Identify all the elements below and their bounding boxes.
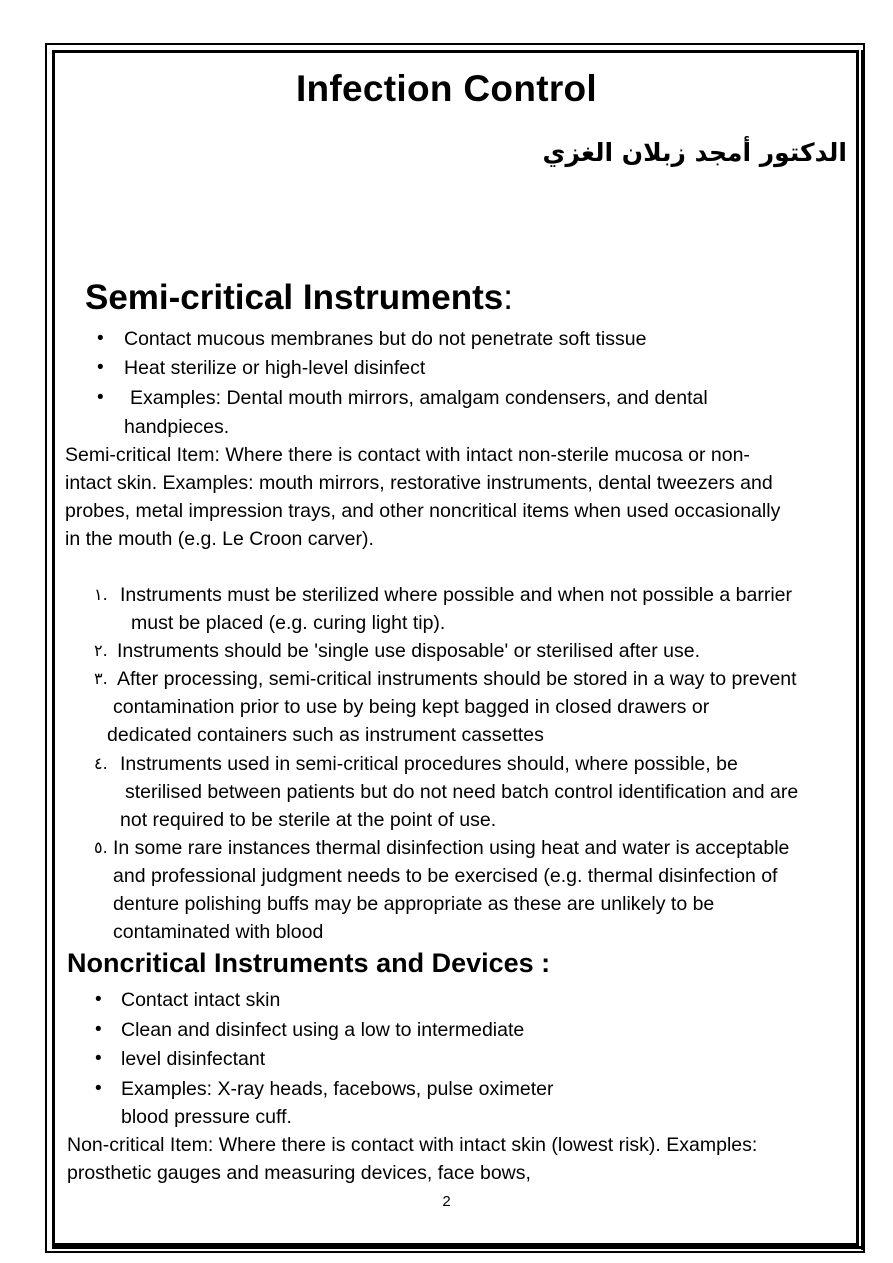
bullet-item: Examples: Dental mouth mirrors, amalgam condensers, and dental [130,387,708,409]
bullet-item-continuation: blood pressure cuff. [121,1106,292,1128]
list-number: ٥. [94,838,108,857]
page-border-shadow-bottom [52,1246,864,1249]
page-border-shadow-right [861,50,864,1250]
bullet-icon: • [97,328,104,349]
numbered-item-line: Instruments must be sterilized where possible and when not possible a barrier [120,584,793,606]
list-number: ٤. [94,754,108,773]
paragraph-line: intact skin. Examples: mouth mirrors, restorative instruments, dental tweezers and [65,472,773,494]
bullet-icon: • [97,357,104,378]
page-number: 2 [442,1193,451,1210]
document-title: Infection Control [295,68,598,109]
bullet-item-continuation: handpieces. [124,416,230,438]
numbered-item-line: and professional judgment needs to be exercised (e.g. thermal disinfection of [113,865,778,887]
numbered-item-line: contamination prior to use by being kept bagged in closed drawers or [113,696,710,718]
section-heading-noncritical: Noncritical Instruments and Devices : [67,948,551,978]
author-name: الدكتور أمجد زبلان الغزي [542,138,847,167]
paragraph-line: probes, metal impression trays, and other noncritical items when used occasionally [65,500,781,522]
bullet-icon: • [97,387,104,408]
paragraph-line: in the mouth (e.g. Le Croon carver). [65,528,374,550]
bullet-item: Contact mucous membranes but do not penetrate soft tissue [124,328,647,350]
numbered-item-line: contaminated with blood [113,921,324,943]
numbered-item-line: dedicated containers such as instrument cassettes [107,724,544,746]
bullet-icon: • [95,989,102,1010]
numbered-item-line: must be placed (e.g. curing light tip). [131,612,446,634]
numbered-item-line: Instruments should be 'single use disposable' or sterilised after use. [117,640,701,662]
numbered-item-line: not required to be sterile at the point of use. [120,809,497,831]
list-number: ٢. [94,641,108,660]
bullet-icon: • [95,1019,102,1040]
list-number: ١. [94,585,108,604]
bullet-icon: • [95,1078,102,1099]
bullet-item: Heat sterilize or high-level disinfect [124,357,426,379]
numbered-item-line: After processing, semi-critical instruments should be stored in a way to prevent [117,668,797,690]
section-heading-semi-critical [85,278,513,318]
paragraph-line: prosthetic gauges and measuring devices, face bows, [67,1162,531,1184]
bullet-item: Examples: X-ray heads, facebows, pulse oximeter [121,1078,554,1100]
numbered-item-line: denture polishing buffs may be appropriate as these are unlikely to be [113,893,715,915]
bullet-item: Clean and disinfect using a low to intermediate [121,1019,525,1041]
numbered-item-line: In some rare instances thermal disinfection using heat and water is acceptable [113,837,790,859]
numbered-item-line: sterilised between patients but do not need batch control identification and are [125,781,799,803]
section-heading-colon: : [503,278,513,317]
list-number: ٣. [94,669,108,688]
paragraph-line: Semi-critical Item: Where there is contact with intact non-sterile mucosa or non- [65,444,750,466]
bullet-item: level disinfectant [121,1048,266,1070]
section-heading-text: Semi-critical Instruments [85,278,504,317]
bullet-item: Contact intact skin [121,989,281,1011]
bullet-icon: • [95,1048,102,1069]
paragraph-line: Non-critical Item: Where there is contact with intact skin (lowest risk). Examples: [67,1134,758,1156]
numbered-item-line: Instruments used in semi-critical procedures should, where possible, be [120,753,738,775]
